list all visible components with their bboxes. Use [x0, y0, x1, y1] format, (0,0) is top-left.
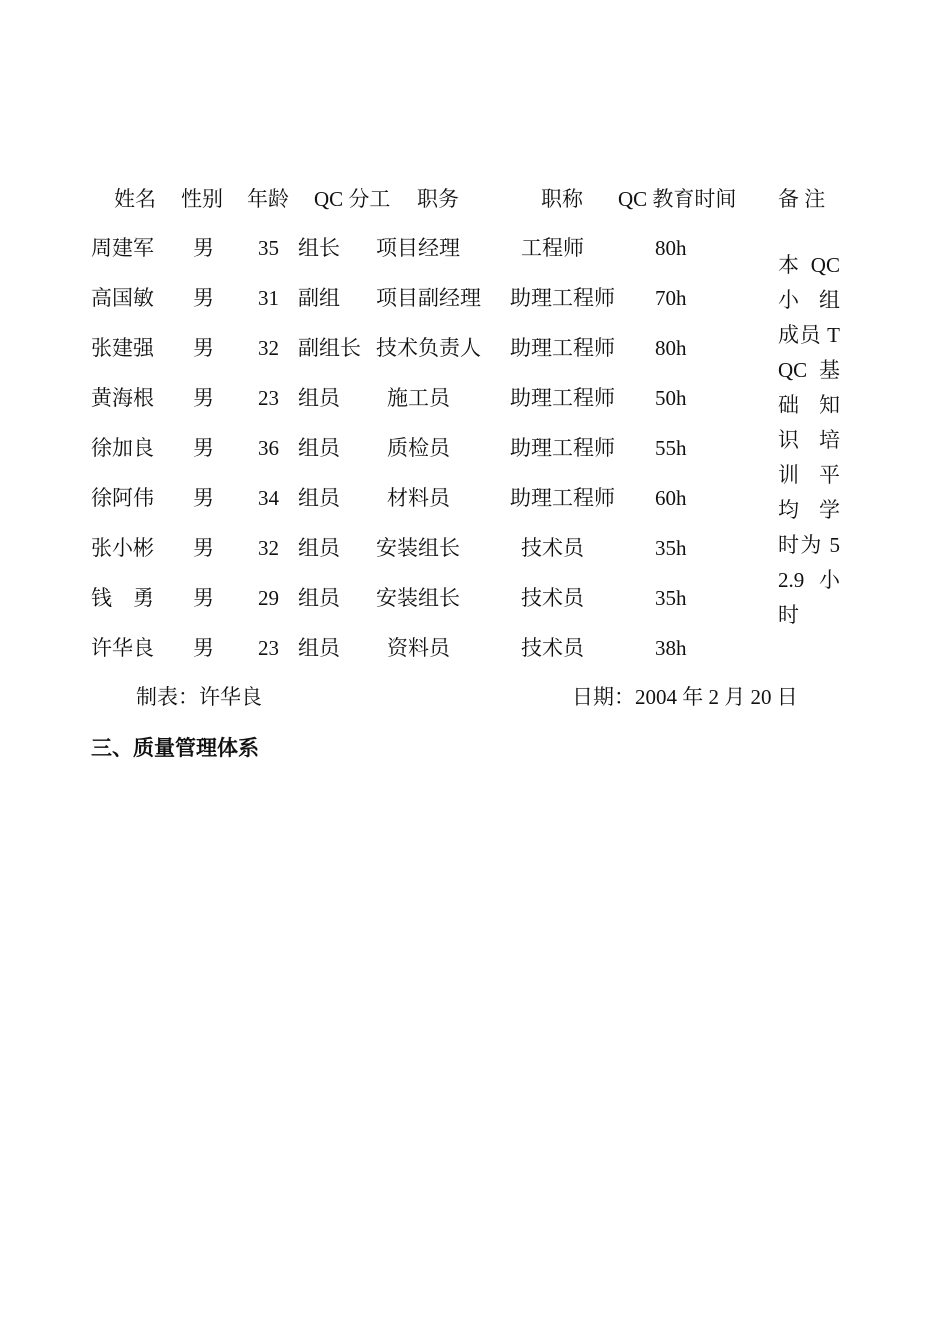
cell-age: 32	[258, 336, 279, 360]
cell-name: 高国敏	[91, 286, 154, 310]
cell-position: 项目经理	[376, 236, 460, 260]
header-name: 姓名	[114, 187, 156, 211]
cell-position: 安装组长	[376, 536, 460, 560]
cell-position: 质检员	[387, 436, 450, 460]
cell-gender: 男	[193, 236, 214, 260]
table-maker: 制表：许华良	[136, 685, 262, 709]
cell-training: 70h	[655, 286, 687, 310]
cell-age: 34	[258, 486, 279, 510]
table-date: 日期：2004 年 2 月 20 日	[572, 685, 798, 709]
cell-title: 技术员	[521, 636, 584, 660]
cell-qc-role: 组员	[298, 386, 340, 410]
cell-gender: 男	[193, 386, 214, 410]
cell-qc-role: 组员	[298, 486, 340, 510]
cell-title: 助理工程师	[510, 486, 615, 510]
header-qc-role: QC 分工	[314, 187, 391, 211]
cell-training: 80h	[655, 236, 687, 260]
header-remark: 备 注	[778, 187, 826, 211]
cell-gender: 男	[193, 336, 214, 360]
cell-name: 徐加良	[91, 436, 154, 460]
cell-training: 80h	[655, 336, 687, 360]
cell-gender: 男	[193, 536, 214, 560]
cell-name: 周建军	[91, 236, 154, 260]
cell-name: 黄海根	[91, 386, 154, 410]
cell-age: 29	[258, 586, 279, 610]
cell-position: 安装组长	[376, 586, 460, 610]
cell-title: 工程师	[521, 236, 584, 260]
cell-gender: 男	[193, 486, 214, 510]
cell-name: 徐阿伟	[91, 486, 154, 510]
cell-title: 助理工程师	[510, 436, 615, 460]
cell-qc-role: 组员	[298, 636, 340, 660]
header-age: 年龄	[247, 187, 289, 211]
cell-name: 许华良	[91, 636, 154, 660]
cell-qc-role: 副组	[298, 286, 340, 310]
cell-age: 23	[258, 636, 279, 660]
cell-title: 技术员	[521, 586, 584, 610]
cell-position: 技术负责人	[376, 336, 481, 360]
header-training: QC 教育时间	[618, 187, 737, 211]
cell-qc-role: 副组长	[298, 336, 361, 360]
cell-gender: 男	[193, 586, 214, 610]
cell-age: 31	[258, 286, 279, 310]
cell-qc-role: 组员	[298, 586, 340, 610]
cell-training: 60h	[655, 486, 687, 510]
cell-training: 50h	[655, 386, 687, 410]
cell-name: 张建强	[91, 336, 154, 360]
cell-training: 38h	[655, 636, 687, 660]
cell-position: 材料员	[387, 486, 450, 510]
header-title: 职称	[541, 187, 583, 211]
cell-training: 35h	[655, 536, 687, 560]
cell-training: 35h	[655, 586, 687, 610]
cell-qc-role: 组长	[298, 236, 340, 260]
cell-gender: 男	[193, 286, 214, 310]
cell-position: 项目副经理	[376, 286, 481, 310]
cell-gender: 男	[193, 436, 214, 460]
cell-qc-role: 组员	[298, 436, 340, 460]
cell-training: 55h	[655, 436, 687, 460]
section-heading: 三、质量管理体系	[91, 736, 259, 760]
cell-age: 23	[258, 386, 279, 410]
cell-title: 技术员	[521, 536, 584, 560]
header-position: 职务	[417, 187, 459, 211]
cell-age: 36	[258, 436, 279, 460]
cell-name: 张小彬	[91, 536, 154, 560]
cell-position: 资料员	[387, 636, 450, 660]
cell-title: 助理工程师	[510, 286, 615, 310]
cell-qc-role: 组员	[298, 536, 340, 560]
cell-gender: 男	[193, 636, 214, 660]
cell-position: 施工员	[387, 386, 450, 410]
cell-name: 钱 勇	[91, 586, 154, 610]
cell-age: 32	[258, 536, 279, 560]
header-gender: 性别	[181, 187, 223, 211]
cell-title: 助理工程师	[510, 386, 615, 410]
cell-age: 35	[258, 236, 279, 260]
cell-title: 助理工程师	[510, 336, 615, 360]
remark-cell: 本 QC 小组成员 TQC 基础知识培训平均学时为 52.9 小时	[778, 253, 840, 627]
